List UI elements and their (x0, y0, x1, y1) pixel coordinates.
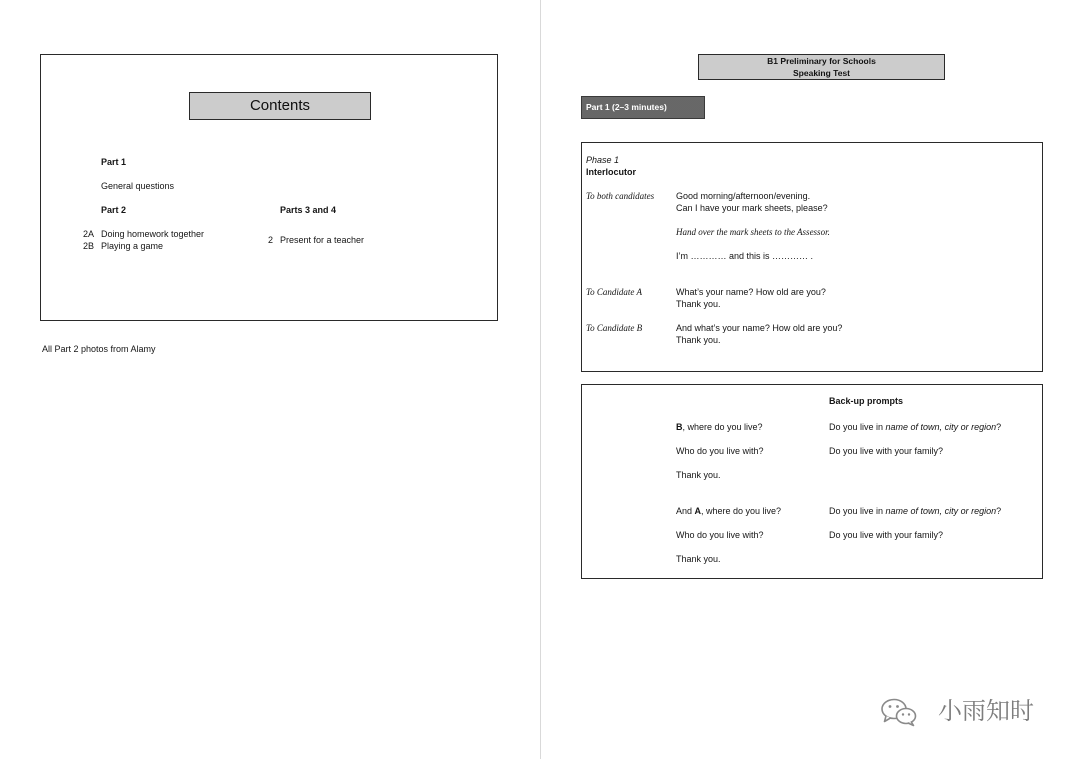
script-line: Thank you. (676, 335, 721, 345)
thank-you: Thank you. (676, 470, 721, 480)
question-text: And (676, 506, 695, 516)
part1-heading: Part 1 (101, 157, 127, 167)
stage-instruction: Hand over the mark sheets to the Assessor. (676, 227, 830, 237)
part2-item-code: 2B (83, 241, 95, 251)
test-header-title: B1 Preliminary for Schools (767, 56, 876, 66)
part2-item-label: Doing homework together (101, 229, 205, 239)
thank-you: Thank you. (676, 554, 721, 564)
question-where-live (676, 505, 781, 517)
part2-heading: Part 2 (101, 205, 127, 215)
role-label: Interlocutor (586, 167, 637, 177)
part2-item-label: Playing a game (101, 241, 164, 251)
script-line: Thank you. (676, 299, 721, 309)
backup-box (581, 384, 1043, 579)
prompt-text: ? (996, 506, 1002, 516)
script-line: Good morning/afternoon/evening. (676, 191, 811, 201)
prompt-placeholder: name of town, city or region (885, 506, 997, 516)
script-line: What’s your name? How old are you? (676, 287, 826, 297)
part1-item: General questions (101, 181, 175, 191)
test-header (698, 54, 945, 80)
phase-label: Phase 1 (586, 155, 620, 165)
question-who-live-with: Who do you live with? (676, 530, 764, 540)
question-text: , where do you live? (682, 422, 763, 432)
candidate-letter: A (694, 506, 702, 516)
script-line: And what’s your name? How old are you? (676, 323, 843, 333)
question-text: , where do you live? (701, 506, 782, 516)
backup-heading: Back-up prompts (829, 396, 904, 406)
question-where-live (676, 421, 763, 433)
part34-item-code: 2 (268, 235, 274, 245)
prompt-placeholder: name of town, city or region (885, 422, 997, 432)
photo-credit: All Part 2 photos from Alamy (42, 344, 156, 354)
script-line-intro: I’m ………… and this is ………… . (676, 251, 814, 261)
question-who-live-with: Who do you live with? (676, 446, 764, 456)
prompt-text: Do you live in (829, 506, 886, 516)
backup-prompt-where (829, 505, 1001, 517)
part-label: Part 1 (2–3 minutes) (581, 96, 705, 119)
script-line: Can I have your mark sheets, please? (676, 203, 828, 213)
part2-item-code: 2A (83, 229, 95, 239)
watermark-text: 小雨知时 (938, 697, 1034, 725)
backup-prompt-where (829, 421, 1001, 433)
candidate-letter: B (676, 422, 683, 432)
backup-prompt-family: Do you live with your family? (829, 446, 944, 456)
contents-title: Contents (189, 92, 371, 120)
backup-prompt-family: Do you live with your family? (829, 530, 944, 540)
wechat-icon (880, 697, 918, 727)
test-header-subtitle: Speaking Test (793, 68, 850, 78)
part34-heading: Parts 3 and 4 (280, 205, 337, 215)
prompt-text: Do you live in (829, 422, 886, 432)
cue-both-candidates: To both candidates (586, 191, 655, 201)
cue-candidate-a: To Candidate A (586, 287, 643, 297)
part34-item-label: Present for a teacher (280, 235, 365, 245)
prompt-text: ? (996, 422, 1002, 432)
page-divider (540, 0, 541, 759)
cue-candidate-b: To Candidate B (586, 323, 643, 333)
